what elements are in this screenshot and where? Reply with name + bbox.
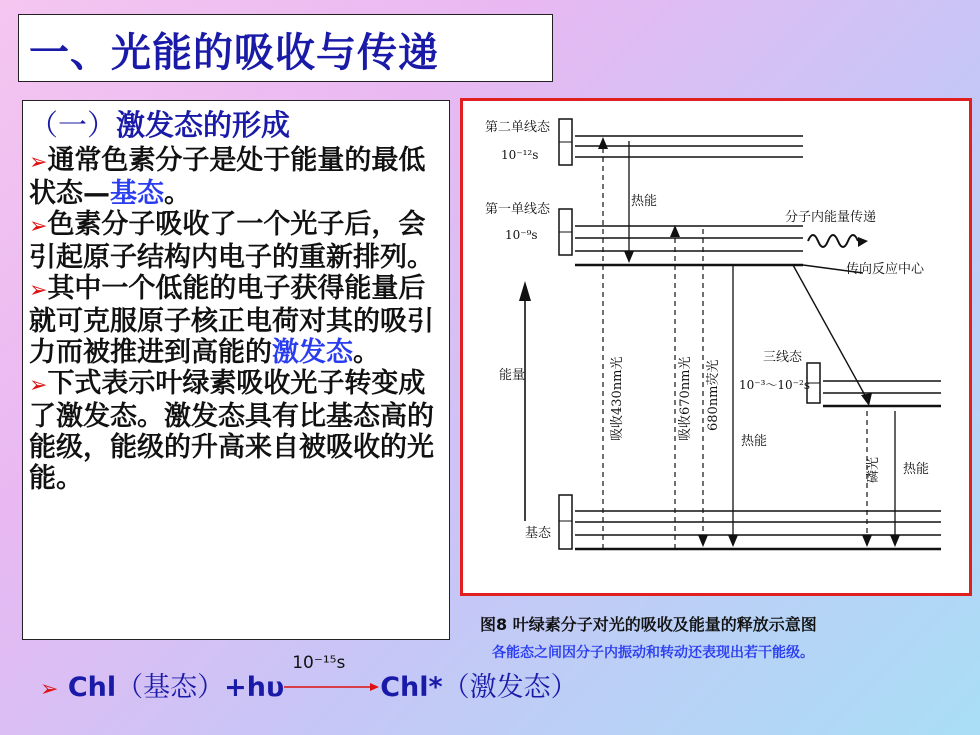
title-box xyxy=(18,14,553,82)
formula-plus-hv: +hυ xyxy=(224,672,285,703)
label-first-singlet: 第一单线态 xyxy=(485,202,551,217)
bullet-arrow-icon: ➢ xyxy=(29,373,48,398)
formula-time: 10⁻¹⁵s xyxy=(292,653,346,673)
paragraph-2 xyxy=(29,209,443,273)
formula-ground-label: （基态） xyxy=(116,672,225,703)
fluorescence-arrow-head xyxy=(698,535,708,547)
energy-diagram-figure xyxy=(460,98,972,596)
excited-state-highlight: 激发态 xyxy=(272,337,353,368)
wave-arrow-head xyxy=(858,237,868,247)
absorb-670-arrow-head xyxy=(670,225,680,237)
p1-suffix: 。 xyxy=(164,178,191,209)
energy-diagram xyxy=(463,101,969,593)
slide-title: 一、光能的吸收与传递 xyxy=(29,30,439,76)
label-second-singlet: 第二单线态 xyxy=(485,120,551,135)
formula-chl: Chl xyxy=(67,672,117,703)
subheading-text: 激发态的形成 xyxy=(116,108,291,142)
arrow-right-icon xyxy=(284,681,380,693)
ground-state-highlight: 基态 xyxy=(110,178,164,209)
heat-arrow-3-head xyxy=(890,535,900,547)
label-ground: 基态 xyxy=(525,526,552,541)
paragraph-3 xyxy=(29,273,443,368)
paragraph-4 xyxy=(29,368,443,494)
p1-text: 通常色素分子是处于能量的最低状态— xyxy=(29,145,426,209)
heat-arrow-2-head xyxy=(728,535,738,547)
paragraph-1 xyxy=(29,145,443,209)
p3-text: 其中一个低能的电子获得能量后就可克服原子核正电荷对其的吸引力而被推进到高能的 xyxy=(29,273,434,368)
label-heat-1: 热能 xyxy=(631,194,658,209)
isc-arrow-head xyxy=(861,393,872,406)
figure-note: 各能态之间因分子内振动和转动还表现出若干能级。 xyxy=(492,645,814,661)
label-energy: 能量 xyxy=(499,368,526,383)
label-heat-2: 热能 xyxy=(741,434,768,449)
label-absorb-430: 吸收430nm光 xyxy=(610,356,625,441)
text-panel xyxy=(22,100,450,640)
label-first-time: 10⁻⁹s xyxy=(505,228,538,242)
label-heat-3: 热能 xyxy=(903,462,930,477)
label-triplet: 三线态 xyxy=(763,350,803,365)
bullet-arrow-icon: ➢ xyxy=(29,214,48,239)
formula-chl-star: Chl* xyxy=(380,672,443,703)
subheading xyxy=(29,107,443,143)
wave-icon xyxy=(808,235,858,247)
absorb-430-arrow-head xyxy=(598,137,608,149)
energy-axis-arrow-head xyxy=(519,281,531,301)
p3-suffix: 。 xyxy=(353,337,380,368)
orbital-box-s0 xyxy=(559,495,572,549)
label-triplet-time: 10⁻³～10⁻²s xyxy=(739,378,810,392)
formula-reaction-arrow xyxy=(284,653,380,695)
label-second-time: 10⁻¹²s xyxy=(501,148,539,162)
p4-text: 下式表示叶绿素吸收光子转变成了激发态。激发态具有比基态高的能级，能级的升高来自被吸收的光能。 xyxy=(29,368,434,494)
figure-caption: 图8 叶绿素分子对光的吸收及能量的释放示意图 xyxy=(480,615,817,634)
label-intramolecular-transfer: 分子内能量传递 xyxy=(785,210,877,225)
bullet-arrow-icon: ➢ xyxy=(40,677,59,702)
bullet-arrow-icon: ➢ xyxy=(29,278,48,303)
subheading-number: （一） xyxy=(29,108,117,142)
label-phosphorescence: 磷光 xyxy=(866,456,881,483)
phosphorescence-arrow-head xyxy=(862,535,872,547)
p2-text: 色素分子吸收了一个光子后，会引起原子结构内电子的重新排列。 xyxy=(29,209,434,273)
heat-arrow-1-head xyxy=(624,251,634,263)
label-fluorescence: 680nm荧光 xyxy=(706,359,721,431)
bullet-arrow-icon: ➢ xyxy=(29,150,48,175)
formula-line xyxy=(40,653,578,704)
label-absorb-670: 吸收670nm光 xyxy=(678,356,693,441)
label-to-reaction-center: 传向反应中心 xyxy=(846,262,925,277)
formula-excited-label: （激发态） xyxy=(442,672,578,703)
